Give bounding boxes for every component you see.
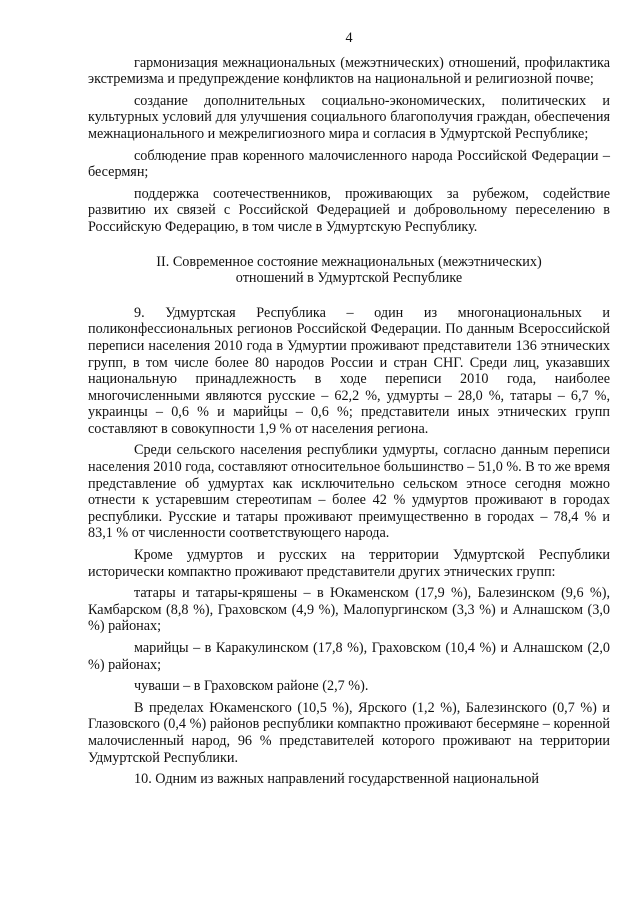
section-heading-line-1: II. Современное состояние межнациональных (межэтнических) <box>156 253 542 270</box>
goal-item-harmonization: гармонизация межнациональных (межэтнических) отношений, профилактика экстремизма и предупреждение конфликтов на национальной и религиозной почве; <box>88 54 610 88</box>
goal-item-besermyan-rights: соблюдение прав коренного малочисленного народа Российской Федерации – бесермян; <box>88 147 610 181</box>
goal-item-compatriots: поддержка соотечественников, проживающих за рубежом, содействие развитию их связей с Российской Федерацией и добровольному переселению в Российскую Федерацию, в том числе в Удмуртскую Республику. <box>88 185 610 235</box>
paragraph-compact-groups: Кроме удмуртов и русских на территории Удмуртской Республики исторически компактно проживают представители других этнических групп: <box>88 547 610 580</box>
list-item-mari: марийцы – в Каракулинском (17,8 %), Граховском (10,4 %) и Алнашском (2,0 %) районах; <box>88 640 610 673</box>
paragraph-rural-population: Среди сельского населения республики удмурты, согласно данным переписи населения 2010 года, составляют относительное большинство – 51,0 %. В то же время представление об удмуртах как исключительно сельском этносе сегодня можно отнести к устаревшим стереотипам – более 42 % удмуртов проживают в городах республики. Русские и татары проживают преимущественно в городах – 78,4 % и 83,1 % от численности соответствующего народа. <box>88 442 610 542</box>
section-heading-line-2: отношений в Удмуртской Республике <box>235 270 463 287</box>
goal-item-conditions: создание дополнительных социально-экономических, политических и культурных условий для улучшения социального благополучия граждан, обеспечения межнационального и межрелигиозного мира и согласия в Удмуртской Республике; <box>88 92 610 142</box>
list-item-chuvash: чуваши – в Граховском районе (2,7 %). <box>134 678 369 695</box>
paragraph-9: 9. Удмуртская Республика – один из многонациональных и поликонфессиональных регионов Российской Федерации. По данным Всероссийской переписи населения 2010 года в Удмуртии проживают представители 136 этнических групп, в том числе более 80 народов России и стран СНГ. Среди лиц, указавших национальную принадлежность в ходе переписи 2010 года, наиболее многочисленными являются русские – 62,2 %, удмурты – 28,0 %, татары – 6,7 %, украинцы – 0,6 % и марийцы – 0,6 %; представители иных этнических групп составляют в совокупности 1,9 % от населения региона. <box>88 304 610 437</box>
section-heading <box>88 254 610 287</box>
page-number: 4 <box>345 30 353 46</box>
list-item-tatars: татары и татары-кряшены – в Юкаменском (17,9 %), Балезинском (9,6 %), Камбарском (8,8 %), Граховском (4,9 %), Малопургинском (3,3 %) и Алнашском (3,0 %) районах; <box>88 585 610 635</box>
paragraph-10: 10. Одним из важных направлений государственной национальной <box>134 771 539 788</box>
paragraph-besermyan: В пределах Юкаменского (10,5 %), Ярского (1,2 %), Балезинского (0,7 %) и Глазовского (0,4 %) районов республики компактно проживают бесермяне – коренной малочисленный народ, 96 % представителей которого проживают на территории Удмуртской Республики. <box>88 699 610 766</box>
